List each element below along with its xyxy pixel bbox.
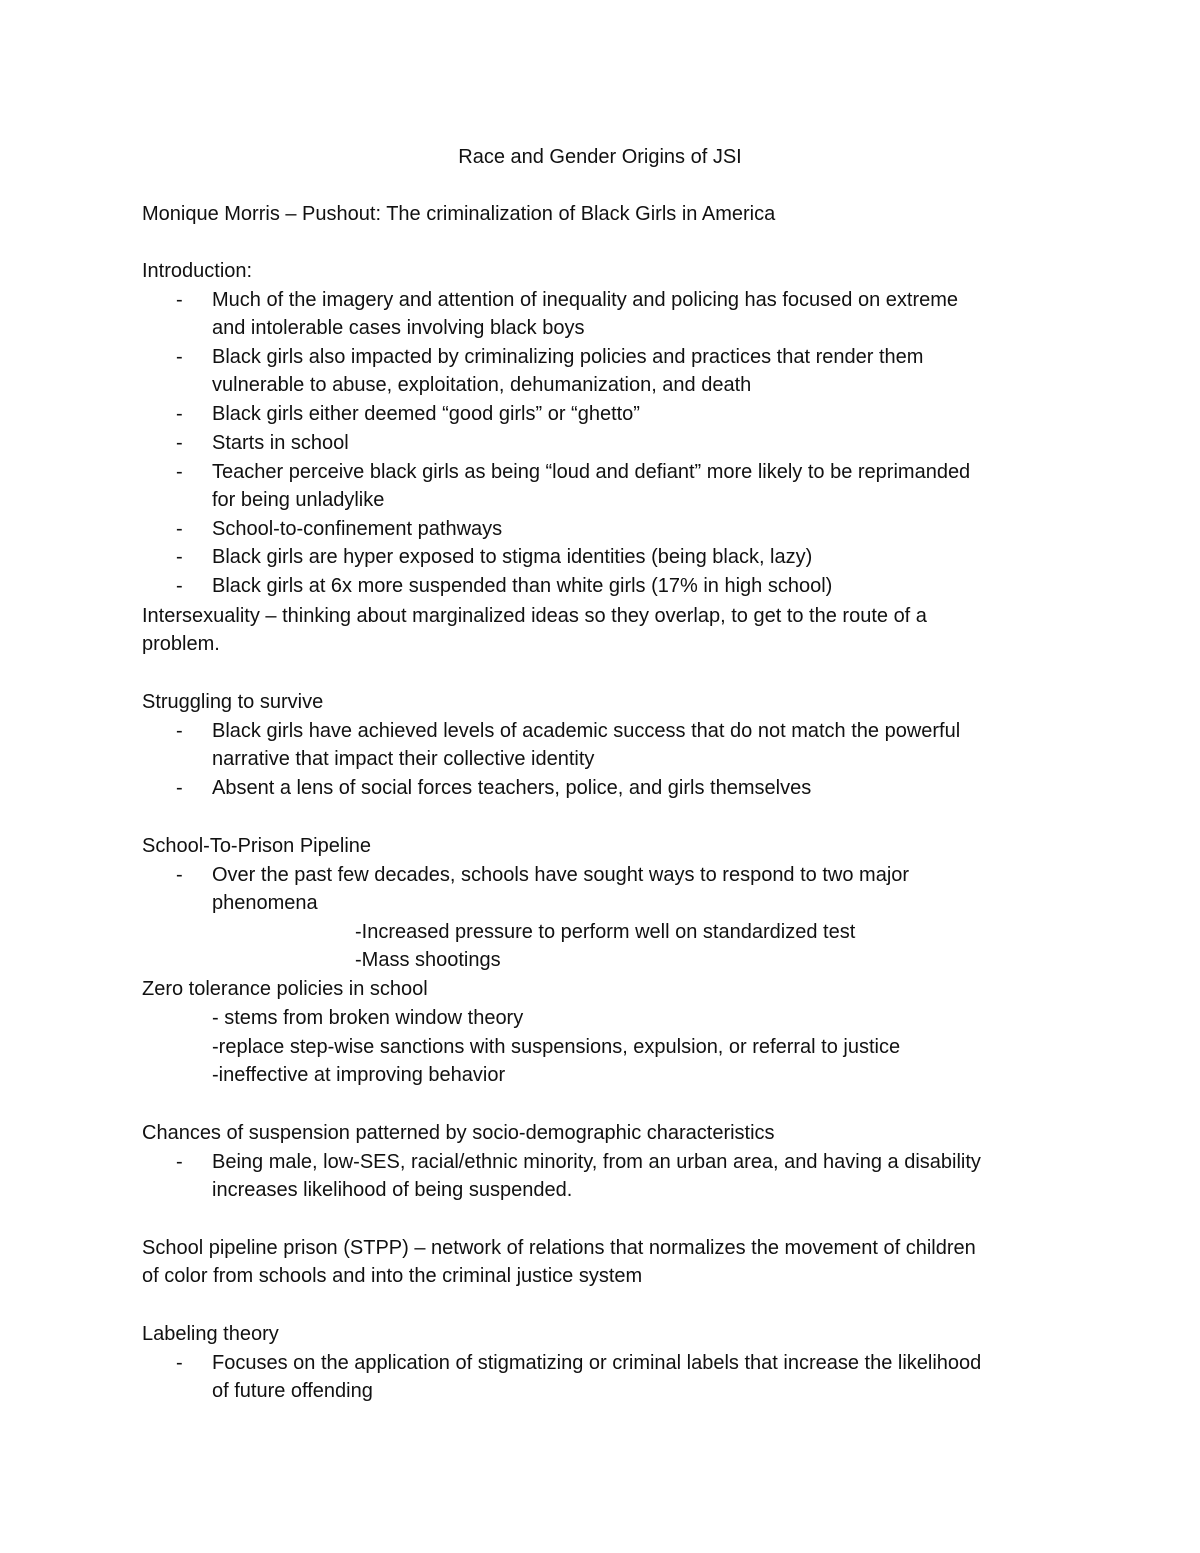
sub-item: -Mass shootings — [355, 949, 501, 971]
list-item: Teacher perceive black girls as being “loud and defiant” more likely to be reprimanded — [212, 461, 971, 483]
list-item-continuation: narrative that impact their collective identity — [212, 748, 595, 770]
section-heading-zero-tolerance: Zero tolerance policies in school — [142, 978, 428, 1000]
bullet-marker: - — [176, 720, 183, 742]
list-item-continuation: and intolerable cases involving black boys — [212, 317, 585, 339]
section-heading-labeling: Labeling theory — [142, 1323, 279, 1345]
list-item: School-to-confinement pathways — [212, 518, 503, 540]
list-item: Being male, low-SES, racial/ethnic minority, from an urban area, and having a disability — [212, 1151, 981, 1173]
list-item: Absent a lens of social forces teachers, police, and girls themselves — [212, 777, 812, 799]
list-item: Over the past few decades, schools have sought ways to respond to two major — [212, 864, 910, 886]
sub-item: - stems from broken window theory — [212, 1007, 524, 1029]
bullet-marker: - — [176, 461, 183, 483]
definition-intersexuality: Intersexuality – thinking about marginalized ideas so they overlap, to get to the route of a — [142, 605, 927, 627]
definition-stpp-continuation: of color from schools and into the criminal justice system — [142, 1265, 643, 1287]
list-item-continuation: for being unladylike — [212, 489, 385, 511]
sub-item: -replace step-wise sanctions with suspensions, expulsion, or referral to justice — [212, 1036, 901, 1058]
list-item: Black girls either deemed “good girls” or “ghetto” — [212, 403, 640, 425]
bullet-marker: - — [176, 403, 183, 425]
bullet-marker: - — [176, 1352, 183, 1374]
sub-item: -ineffective at improving behavior — [212, 1064, 506, 1086]
list-item: Much of the imagery and attention of inequality and policing has focused on extreme — [212, 289, 959, 311]
sub-item: -Increased pressure to perform well on standardized test — [355, 921, 856, 943]
document-title: Race and Gender Origins of JSI — [458, 146, 742, 168]
list-item-continuation: vulnerable to abuse, exploitation, dehumanization, and death — [212, 374, 752, 396]
definition-stpp: School pipeline prison (STPP) – network of relations that normalizes the movement of children — [142, 1237, 976, 1259]
list-item: Black girls at 6x more suspended than white girls (17% in high school) — [212, 575, 833, 597]
list-item: Black girls are hyper exposed to stigma identities (being black, lazy) — [212, 546, 813, 568]
bullet-marker: - — [176, 432, 183, 454]
list-item: Black girls also impacted by criminalizing policies and practices that render them — [212, 346, 924, 368]
bullet-marker: - — [176, 777, 183, 799]
source-citation: Monique Morris – Pushout: The criminalization of Black Girls in America — [142, 203, 776, 225]
bullet-marker: - — [176, 546, 183, 568]
bullet-marker: - — [176, 518, 183, 540]
list-item-continuation: increases likelihood of being suspended. — [212, 1179, 573, 1201]
list-item: Black girls have achieved levels of academic success that do not match the powerful — [212, 720, 961, 742]
list-item: Focuses on the application of stigmatizing or criminal labels that increase the likelihood — [212, 1352, 982, 1374]
bullet-marker: - — [176, 575, 183, 597]
bullet-marker: - — [176, 346, 183, 368]
bullet-marker: - — [176, 1151, 183, 1173]
section-heading-introduction: Introduction: — [142, 260, 253, 282]
section-heading-struggling: Struggling to survive — [142, 691, 324, 713]
section-heading-pipeline: School-To-Prison Pipeline — [142, 835, 372, 857]
section-heading-suspension: Chances of suspension patterned by socio-demographic characteristics — [142, 1122, 775, 1144]
bullet-marker: - — [176, 864, 183, 886]
list-item: Starts in school — [212, 432, 349, 454]
list-item-continuation: of future offending — [212, 1380, 373, 1402]
definition-intersexuality-continuation: problem. — [142, 633, 220, 655]
list-item-continuation: phenomena — [212, 892, 318, 914]
bullet-marker: - — [176, 289, 183, 311]
